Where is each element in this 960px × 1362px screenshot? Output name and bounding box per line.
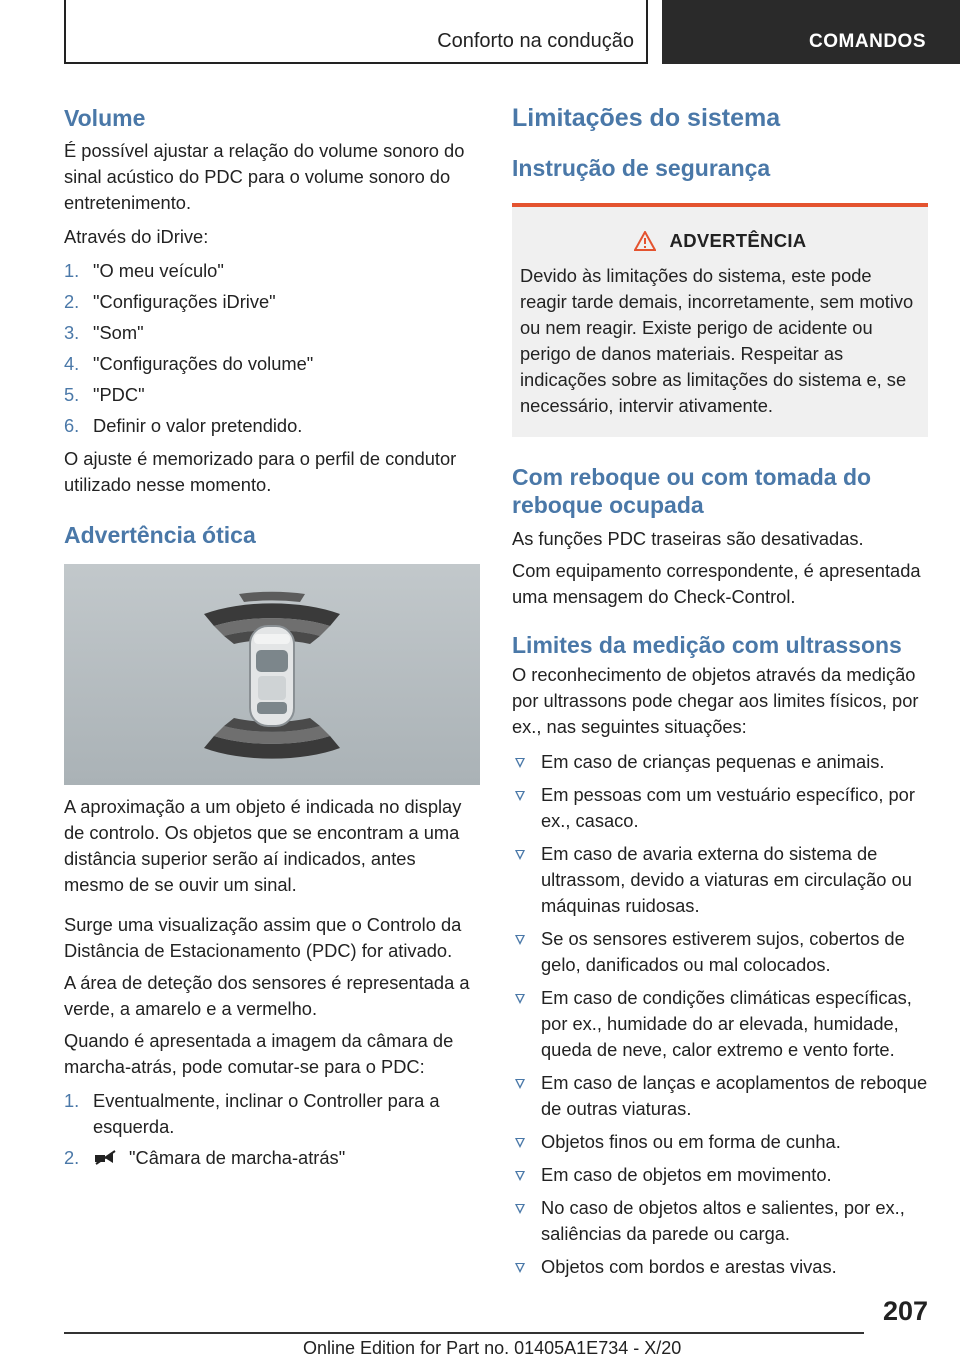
volume-intro: É possível ajustar a relação do volume sonoro do sinal acústico do PDC para o volume sonoro do entretenimento. xyxy=(64,140,465,213)
ultrasound-intro: O reconhecimento de objetos através da medição por ultrassons pode chegar aos limites físicos, por ex., nas seguintes situações: xyxy=(512,664,919,737)
visual-p2: Surge uma visualização assim que o Controlo da Distância de Estacionamento (PDC) for ativado. xyxy=(64,914,462,961)
header-section-box xyxy=(64,0,648,64)
list-item: 4. "Configurações do volume" xyxy=(64,353,314,374)
footer-edition: Online Edition for Part no. 01405A1E734 - X/20 xyxy=(303,1338,682,1358)
safety-heading: Instrução de segurança xyxy=(512,155,771,181)
list-item: 1. "O meu veículo" xyxy=(64,260,224,281)
list-item: Em caso de objetos em movimento. xyxy=(512,1162,928,1188)
list-item: Se os sensores estiverem sujos, cobertos de gelo, danificados ou mal colocados. xyxy=(512,926,928,978)
visual-warning-heading: Advertência ótica xyxy=(64,522,256,548)
visual-steps xyxy=(64,1088,480,1171)
right-column xyxy=(512,100,928,1280)
list-item: Objetos finos ou em forma de cunha. xyxy=(512,1129,928,1155)
list-item: 2. "Câmara de marcha-atrás" xyxy=(64,1147,346,1168)
left-column xyxy=(64,100,480,1171)
list-item: 6. Definir o valor pretendido. xyxy=(64,415,303,436)
tow-p2: Com equipamento correspondente, é apresentada uma mensagem do Check-Control. xyxy=(512,560,921,607)
tow-p1: As funções PDC traseiras são desativadas. xyxy=(512,528,864,549)
volume-steps xyxy=(64,258,480,439)
visual-p3: A área de deteção dos sensores é representada a verde, a amarelo e a vermelho. xyxy=(64,972,470,1019)
ultrasound-heading: Limites da medição com ultrassons xyxy=(512,632,902,658)
list-item: 1. Eventualmente, inclinar o Controller para a esquerda. xyxy=(64,1090,440,1137)
list-item: Em caso de condições climáticas específicas, por ex., humidade do ar elevada, humidade, queda de neve, calor extremo e vento forte. xyxy=(512,985,928,1063)
list-item: Em pessoas com um vestuário específico, por ex., casaco. xyxy=(512,782,928,834)
list-item: Em caso de crianças pequenas e animais. xyxy=(512,749,928,775)
pdc-car-icon xyxy=(64,564,480,785)
list-item: Em caso de avaria externa do sistema de ultrassom, devido a viaturas em circulação ou máquinas ruidosas. xyxy=(512,841,928,919)
list-item: 2. "Configurações iDrive" xyxy=(64,291,276,312)
list-item: Em caso de lanças e acoplamentos de reboque de outras viaturas. xyxy=(512,1070,928,1122)
volume-heading: Volume xyxy=(64,105,146,131)
header-section-title: Conforto na condução xyxy=(437,30,634,52)
header-chapter-tab xyxy=(662,0,960,64)
page-number: 207 xyxy=(882,1296,928,1326)
pdc-display-illustration xyxy=(64,564,480,785)
tow-heading: Com reboque ou com tomada do reboque ocupada xyxy=(512,464,872,518)
limits-heading: Limitações do sistema xyxy=(512,104,781,132)
list-item: No caso de objetos altos e salientes, por ex., saliências da parede ou carga. xyxy=(512,1195,928,1247)
visual-p1: A aproximação a um objeto é indicada no display de controlo. Os objetos que se encontram a uma distância superior serão aí indicados, antes mesmo de se ouvir um sinal. xyxy=(64,796,462,895)
warning-text: Devido às limitações do sistema, este pode reagir tarde demais, incorretamente, sem motivo ou nem reagir. Existe perigo de acidente ou perigo de danos materiais. Respeitar as indicações sobre as limitações do sistema e, se necessário, intervir ativamente. xyxy=(520,265,914,416)
warning-label: ADVERTÊNCIA xyxy=(669,230,807,251)
volume-idrive-label: Através do iDrive: xyxy=(64,226,209,247)
camera-icon xyxy=(93,1148,119,1166)
list-item: Objetos com bordos e arestas vivas. xyxy=(512,1254,928,1280)
visual-p4: Quando é apresentada a imagem da câmara de marcha-atrás, pode comutar-se para o PDC: xyxy=(64,1030,454,1077)
ultrasound-list xyxy=(512,749,928,1280)
footer-divider xyxy=(64,1332,864,1334)
header-chapter-title: COMANDOS xyxy=(809,31,926,52)
warning-header xyxy=(520,225,920,257)
warning-box xyxy=(512,203,928,437)
list-item: 3. "Som" xyxy=(64,322,144,343)
volume-memo: O ajuste é memorizado para o perfil de condutor utilizado nesse momento. xyxy=(64,448,457,495)
warning-icon xyxy=(634,231,656,251)
list-item: 5. "PDC" xyxy=(64,384,145,405)
